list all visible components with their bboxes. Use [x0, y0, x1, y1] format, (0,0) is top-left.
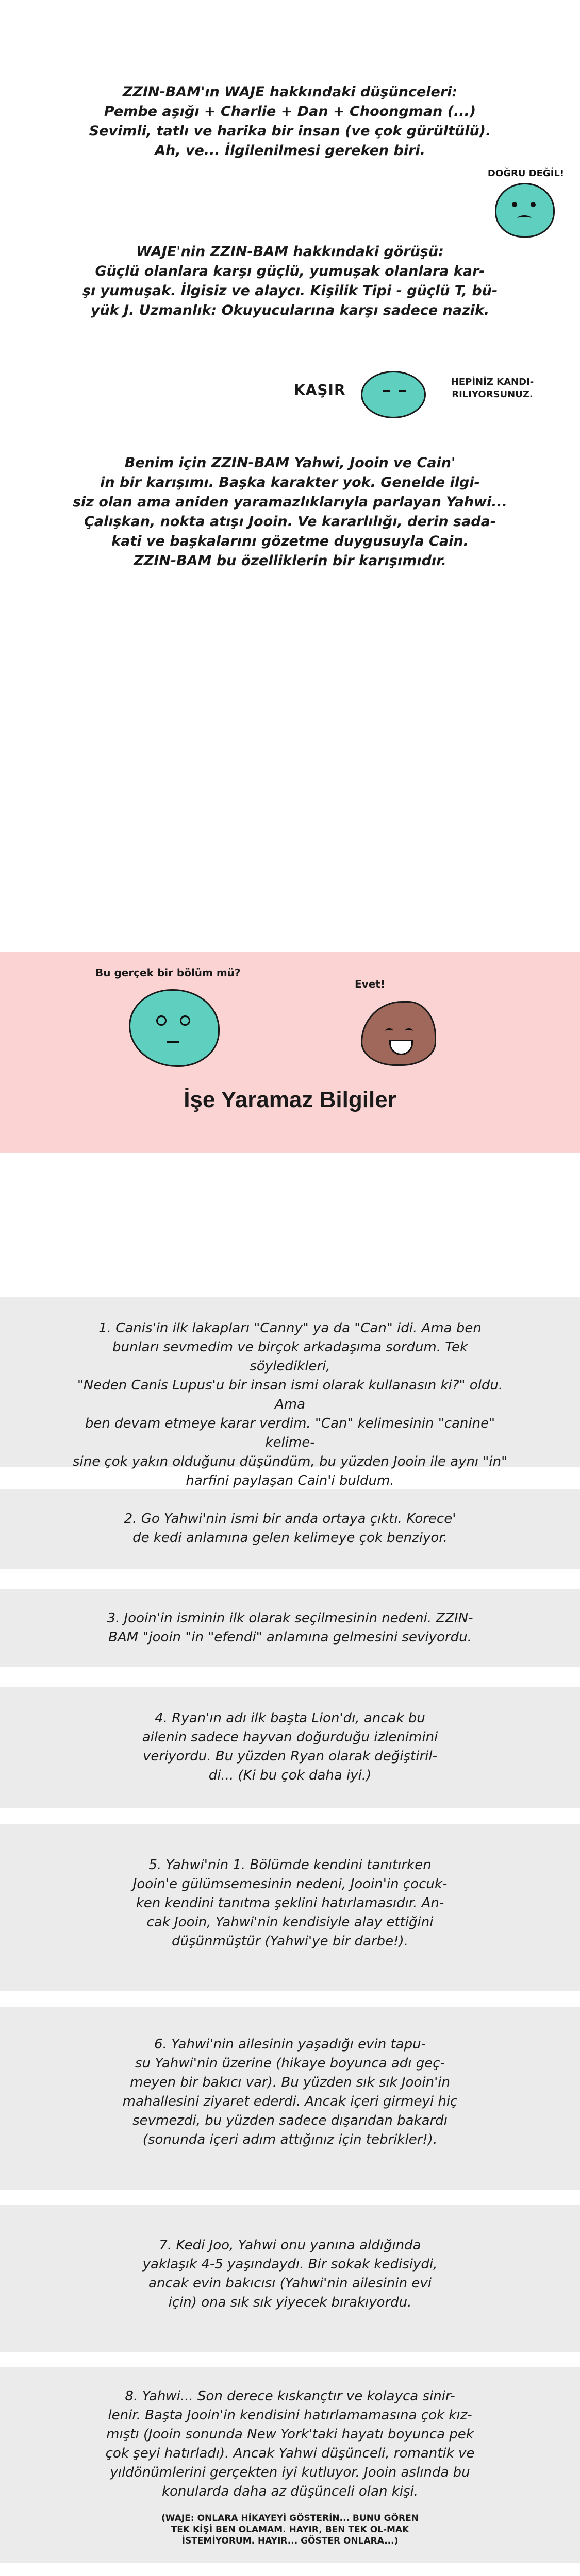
sfx-text: KAŞIR: [294, 381, 346, 398]
note-card-5: [0, 1824, 580, 1991]
eye-icon: [385, 1028, 393, 1034]
eye-icon: [383, 390, 390, 392]
text-line: Jooin'e gülümsemesinin nedeni, Jooin'in çocuk-: [132, 1876, 448, 1892]
text-line: ZZIN-BAM'ın WAJE hakkındaki düşünceleri:: [122, 84, 458, 100]
note-card-8: [0, 2367, 580, 2563]
text-line: Çalışkan, nokta atışı Jooin. Ve kararlılığı, derin sada-: [84, 514, 496, 530]
note-text: [72, 1856, 508, 1951]
text-line: Güçlü olanlara karşı güçlü, yumuşak olanlara kar-: [95, 263, 485, 279]
text-line: siz olan ama aniden yaramazlıklarıyla parlayan Yahwi...: [72, 494, 508, 510]
text-line: BAM "jooin "in "efendi" anlamına gelmesini seviyordu.: [108, 1630, 472, 1645]
intro-paragraph-2: [46, 242, 534, 320]
green-character-confused: [129, 989, 220, 1067]
mouth-icon: [389, 1040, 413, 1055]
note-card-4: [0, 1687, 580, 1808]
green-character-scratching: [361, 371, 426, 418]
text-line: 8. Yahwi... Son derece kıskançtır ve kolayca sinir-: [125, 2388, 455, 2404]
green-character-angry: [495, 183, 555, 238]
text-line: ZZIN-BAM bu özelliklerin bir karışımıdır.: [134, 553, 446, 569]
text-line: in bir karışımı. Başka karakter yok. Genelde ilgi-: [100, 474, 480, 490]
text-line: şı yumuşak. İlgisiz ve alaycı. Kişilik Tipi - güçlü T, bü-: [82, 283, 498, 299]
text-line: 7. Kedi Joo, Yahwi onu yanına aldığında: [159, 2238, 421, 2253]
text-line: Pembe aşığı + Charlie + Dan + Choongman (...): [104, 104, 476, 120]
mouth-icon: [167, 1038, 179, 1043]
text-line: meyen bir bakıcı var). Bu yüzden sık sık Jooin'in: [130, 2075, 450, 2090]
text-line: WAJE'nin ZZIN-BAM hakkındaki görüşü:: [136, 244, 444, 260]
text-line: harfini paylaşan Cain'i buldum.: [186, 1473, 394, 1488]
question-bubble: Bu gerçek bir bölüm mü?: [95, 967, 241, 979]
note-card-6: [0, 2007, 580, 2190]
note-text: [72, 2236, 508, 2312]
useless-info-banner: [0, 952, 580, 1153]
bubble-not-true: DOĞRU DEĞİL!: [487, 168, 565, 179]
intro-paragraph-1: [46, 82, 534, 161]
text-line: sine çok yakın olduğunu düşündüm, bu yüzden Jooin ile aynı "in": [72, 1454, 508, 1469]
note-text: [72, 1510, 508, 1548]
text-line: 1. Canis'in ilk lakapları "Canny" ya da "Can" idi. Ama ben: [98, 1320, 482, 1336]
text-line: çok şeyi hatırladı). Ancak Yahwi düşünceli, romantik ve: [105, 2446, 475, 2461]
text-line: 5. Yahwi'nin 1. Bölümde kendini tanıtırken: [148, 1857, 432, 1873]
note-text: [72, 1319, 508, 1490]
text-line: su Yahwi'nin üzerine (hikaye boyunca adı geç-: [135, 2056, 445, 2071]
eye-icon: [405, 1028, 413, 1034]
text-line: yük J. Uzmanlık: Okuyucularına karşı sadece nazik.: [90, 302, 490, 318]
mouth-icon: [517, 215, 532, 222]
eye-icon: [180, 1015, 190, 1026]
note-text: [72, 1609, 508, 1647]
text-line: ailenin sadece hayvan doğurduğu izlenimini: [142, 1730, 438, 1745]
eye-icon: [531, 202, 536, 207]
note-card-1: [0, 1297, 580, 1488]
text-line: kati ve başkalarını gözetme duygusuyla Cain.: [111, 533, 469, 549]
text-line: bunları sevmedim ve birçok arkadaşıma sordum. Tek söyledikleri,: [112, 1340, 468, 1374]
text-line: için) ona sık sık yiyecek bırakıyordu.: [168, 2295, 412, 2310]
text-line: mıştı (Jooin sonunda New York'taki hayatı boyunca pek: [106, 2427, 474, 2442]
text-line: ken kendini tanıtma şeklini hatırlamasıdır. An-: [136, 1895, 444, 1911]
eye-icon: [156, 1015, 167, 1026]
eye-icon: [399, 390, 406, 392]
text-line: cak Jooin, Yahwi'nin kendisiyle alay ettiğini: [146, 1914, 434, 1930]
answer-bubble: Evet!: [355, 978, 385, 990]
intro-paragraph-3: [46, 453, 534, 571]
waje-aside: (WAJE: ONLARA HİKAYEYİ GÖSTERİN... BUNU GÖREN TEK KİŞİ BEN OLAMAM. HAYIR, BEN TEK OL-MAK İSTEMİYORUM. HAYIR... GÖSTER ONLARA...): [161, 2513, 419, 2546]
text-line: (sonunda içeri adım attığınız için tebrikler!).: [142, 2132, 438, 2147]
text-line: Ah, ve... İlgilenilmesi gereken biri.: [155, 143, 425, 159]
eye-icon: [512, 202, 517, 207]
brown-character-happy: [361, 1001, 436, 1066]
text-line: Benim için ZZIN-BAM Yahwi, Jooin ve Cain': [124, 455, 456, 471]
text-line: ben devam etmeye karar verdim. "Can" kelimesinin "canine" kelime-: [85, 1416, 495, 1450]
note-card-2: [0, 1489, 580, 1569]
note-text: [72, 2387, 508, 2501]
text-line: sevmezdi, bu yüzden sadece dışarıdan bakardı: [132, 2113, 448, 2128]
text-line: lenir. Başta Jooin'in kendisini hatırlamamasına çok kız-: [108, 2408, 472, 2423]
note-card-3: [0, 1589, 580, 1667]
text-line: 4. Ryan'ın adı ilk başta Lion'dı, ancak bu: [155, 1710, 425, 1726]
text-line: yaklaşık 4-5 yaşındaydı. Bir sokak kedisiydi,: [142, 2257, 438, 2272]
text-line: di... (Ki bu çok daha iyi.): [208, 1768, 372, 1783]
text-line: ancak evin bakıcısı (Yahwi'nin ailesinin evi: [148, 2276, 432, 2291]
text-line: mahallesini ziyaret ederdi. Ancak içeri girmeyi hiç: [122, 2094, 458, 2109]
text-line: düşünmüştür (Yahwi'ye bir darbe!).: [172, 1934, 408, 1949]
text-line: Sevimli, tatlı ve harika bir insan (ve çok gürültülü).: [89, 123, 491, 139]
banner-title: İşe Yaramaz Bilgiler: [184, 1087, 396, 1112]
text-line: "Neden Canis Lupus'u bir insan ismi olarak kullanasın ki?" oldu. Ama: [77, 1378, 503, 1412]
text-line: yıldönümlerini gerçekten iyi kutluyor. Jooin aslında bu: [110, 2465, 470, 2480]
text-line: 2. Go Yahwi'nin ismi bir anda ortaya çıktı. Korece': [124, 1511, 456, 1527]
text-line: veriyordu. Bu yüzden Ryan olarak değiştiril-: [143, 1749, 437, 1764]
note-text: [72, 1709, 508, 1785]
text-line: de kedi anlamına gelen kelimeye çok benziyor.: [132, 1530, 448, 1546]
bubble-all-deceived: HEPİNİZ KANDI-RILIYORSUNUZ.: [451, 377, 534, 400]
text-line: 6. Yahwi'nin ailesinin yaşadığı evin tapu-: [154, 2037, 426, 2052]
note-card-7: [0, 2205, 580, 2352]
text-line: konularda daha az düşünceli olan kişi.: [161, 2484, 419, 2499]
text-line: 3. Jooin'in isminin ilk olarak seçilmesinin nedeni. ZZIN-: [107, 1611, 473, 1626]
note-text: [72, 2035, 508, 2149]
